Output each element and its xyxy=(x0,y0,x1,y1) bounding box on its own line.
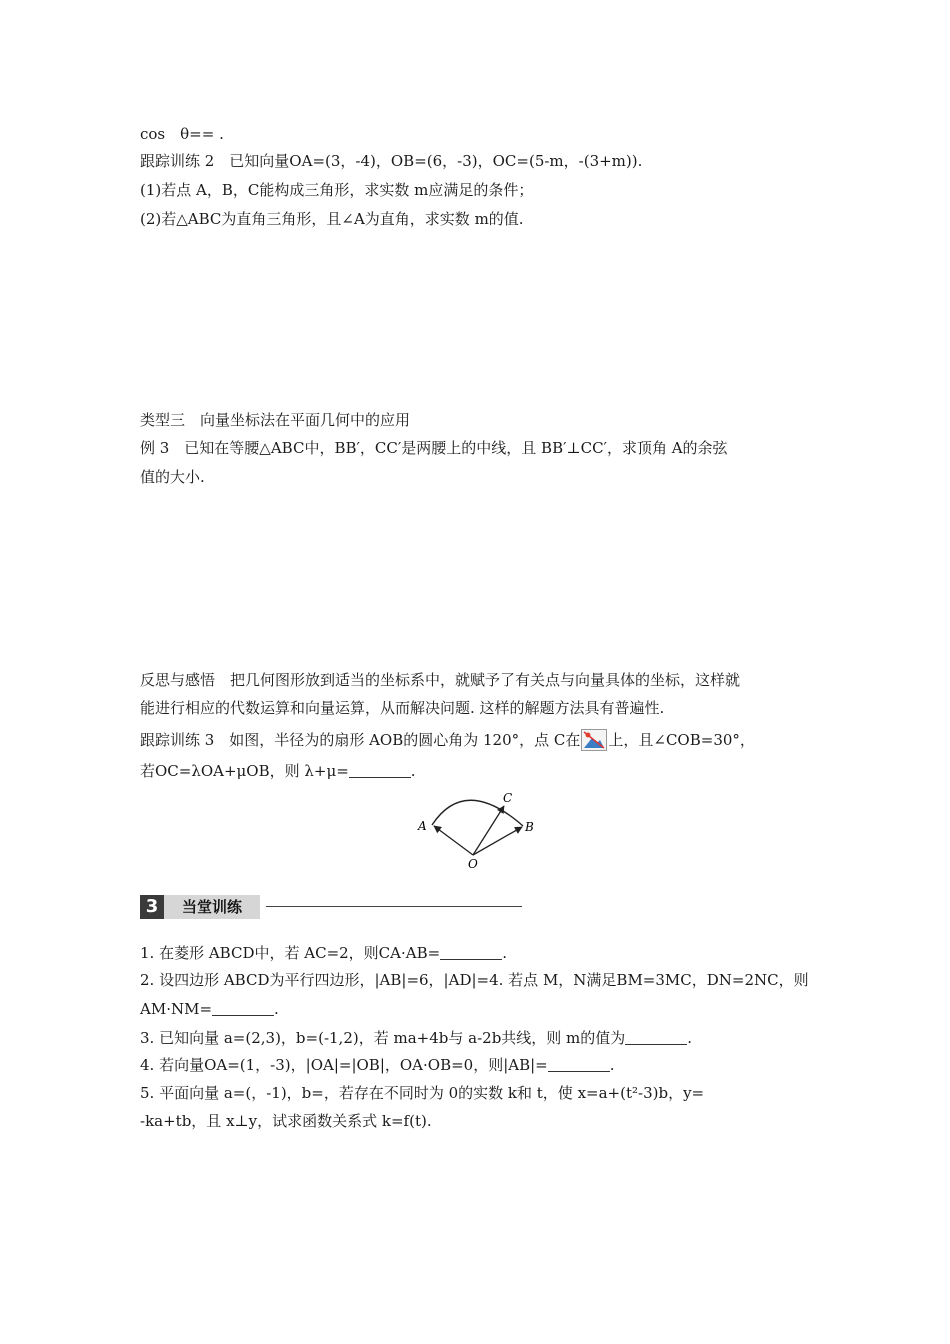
track3-line2 xyxy=(140,761,416,781)
answer-blank xyxy=(440,945,502,960)
exercise-5-line1: 5. 平面向量 a=(，-1)，b=，若存在不同时为 0的实数 k和 t，使 x=a+(t²-3)b，y= xyxy=(140,1084,705,1102)
track2-line1: 跟踪训练 2 已知向量OA=(3，-4)，OB=(6，-3)，OC=(5-m，-(3+m)). xyxy=(140,152,643,170)
reflection-line1: 反思与感悟 把几何图形放到适当的坐标系中，就赋予了有关点与向量具体的坐标，这样就 xyxy=(140,671,741,689)
exercise-2-line2 xyxy=(140,999,279,1019)
exercise-2-text: AM·NM= xyxy=(140,1000,213,1018)
label-C: C xyxy=(503,791,513,805)
reflection-line2: 能进行相应的代数运算和向量运算，从而解决问题. 这样的解题方法具有普遍性. xyxy=(140,699,665,717)
section-header xyxy=(140,893,522,921)
exercise-1-text: 1. 在菱形 ABCD中，若 AC=2，则CA·AB= xyxy=(140,944,441,962)
answer-blank xyxy=(349,763,411,778)
track2-line2: (1)若点 A，B，C能构成三角形，求实数 m应满足的条件； xyxy=(140,181,534,199)
cos-line: cos θ== . xyxy=(140,125,224,143)
type3-heading: 类型三 向量坐标法在平面几何中的应用 xyxy=(140,411,411,429)
exercise-3-end: . xyxy=(687,1029,693,1047)
section-title: 当堂训练 xyxy=(164,895,260,919)
answer-blank xyxy=(625,1030,687,1045)
exercise-2-end: . xyxy=(274,1000,279,1018)
section-number: 3 xyxy=(140,895,164,919)
vector-OC xyxy=(473,806,504,855)
label-A: A xyxy=(418,819,427,833)
track3-line2-text-b: . xyxy=(410,762,416,780)
broken-image-icon xyxy=(581,729,607,751)
label-B: B xyxy=(525,820,534,834)
track2-line3: (2)若△ABC为直角三角形，且∠A为直角，求实数 m的值. xyxy=(140,210,524,228)
exercise-1 xyxy=(140,943,507,963)
exercise-3-text: 3. 已知向量 a=(2,3)，b=(-1,2)，若 ma+4b与 a-2b共线，则 m的值为 xyxy=(140,1029,626,1047)
answer-blank xyxy=(212,1001,274,1016)
example3-line1: 例 3 已知在等腰△ABC中，BB′，CC′是两腰上的中线，且 BB′⊥CC′，求顶角 A的余弦 xyxy=(140,439,728,457)
vector-OA xyxy=(434,826,473,855)
track3-line1 xyxy=(140,729,755,751)
exercise-4-text: 4. 若向量OA=(1，-3)，|OA|=|OB|，OA·OB=0，则|AB|= xyxy=(140,1056,548,1074)
label-O: O xyxy=(468,857,478,870)
exercise-2-line1: 2. 设四边形 ABCD为平行四边形，|AB|=6，|AD|=4. 若点 M，N满足BM=3MC，DN=2NC，则 xyxy=(140,971,809,989)
track3-line1-text-b: 上，且∠COB=30°， xyxy=(608,731,755,749)
track3-line2-text-a: 若OC=λOA+μOB，则 λ+μ= xyxy=(140,762,349,780)
answer-blank xyxy=(548,1057,610,1072)
exercise-4-end: . xyxy=(609,1056,615,1074)
exercise-5-line2: -ka+tb，且 x⊥y，试求函数关系式 k=f(t). xyxy=(140,1112,432,1130)
example3-line2: 值的大小. xyxy=(140,468,205,486)
exercise-4 xyxy=(140,1055,615,1075)
track3-line1-text-a: 跟踪训练 3 如图，半径为的扇形 AOB的圆心角为 120°，点 C在 xyxy=(140,731,581,749)
sector-figure xyxy=(405,780,555,870)
section-divider xyxy=(266,906,522,907)
exercise-3 xyxy=(140,1028,692,1048)
exercise-1-end: . xyxy=(502,944,507,962)
vector-OB xyxy=(473,827,522,855)
